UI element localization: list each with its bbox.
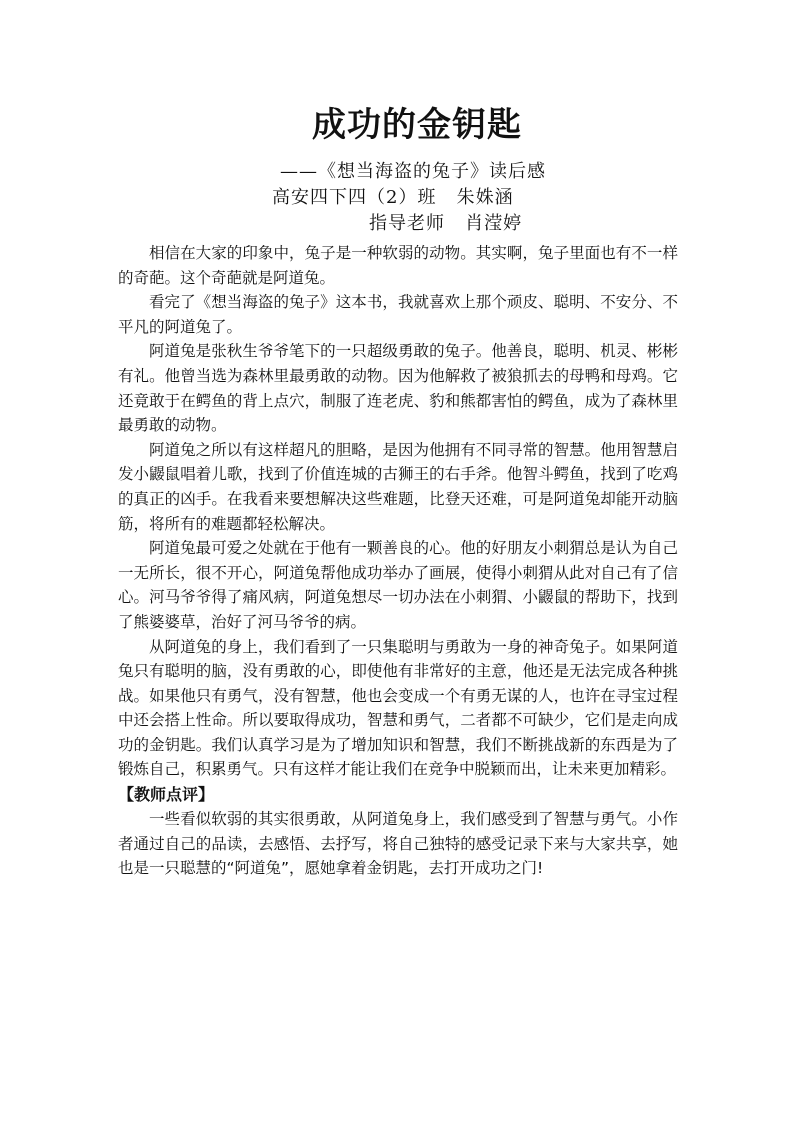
paragraph-5: 阿道兔最可爱之处就在于他有一颗善良的心。他的好朋友小刺猬总是认为自己一无所长，很不开心，阿道兔帮他成功举办了画展，使得小刺猬从此对自己有了信心。河马爷爷得了痛风病，阿道兔想尽一切办法在小刺猬、小鼹鼠的帮助下，找到了熊婆婆草，治好了河马爷爷的病。	[118, 539, 678, 631]
paragraph-4: 阿道兔之所以有这样超凡的胆略，是因为他拥有不同寻常的智慧。他用智慧启发小鼹鼠唱着儿歌，找到了价值连城的古狮王的右手斧。他智斗鳄鱼，找到了吃鸡的真正的凶手。在我看来要想解决这些难题，比登天还难，可是阿道兔却能开动脑筋，将所有的难题都轻松解决。	[118, 440, 678, 533]
essay-subtitle: ——《想当海盗的兔子》读后感	[280, 161, 546, 182]
teacher-comment: 一些看似软弱的其实很勇敢，从阿道兔身上，我们感受到了智慧与勇气。小作者通过自己的品读，去感悟、去抒写，将自己独特的感受记录下来与大家共享，她也是一只聪慧的“阿道兔”，愿她拿着金钥匙，去打开成功之门!	[118, 810, 678, 878]
advisor-line: 指导老师 肖滢婷	[369, 213, 523, 234]
essay-body	[118, 241, 678, 881]
paragraph-6: 从阿道兔的身上，我们看到了一只集聪明与勇敢为一身的神奇兔子。如果阿道兔只有聪明的脑，没有勇敢的心，即使他有非常好的主意，他还是无法完成各种挑战。如果他只有勇气，没有智慧，他也会变成一个有勇无谋的人，也许在寻宝过程中还会搭上性命。所以要取得成功，智慧和勇气，二者都不可缺少，它们是走向成功的金钥匙。我们认真学习是为了增加知识和智慧，我们不断挑战新的东西是为了锻炼自己，积累勇气。只有这样才能让我们在竞争中脱颖而出，让未来更加精彩。	[118, 637, 678, 779]
essay-title: 成功的金钥匙	[312, 105, 522, 145]
paragraph-2: 看完了《想当海盗的兔子》这本书，我就喜欢上那个顽皮、聪明、不安分、不平凡的阿道兔了。	[118, 293, 678, 336]
paragraph-1: 相信在大家的印象中，兔子是一种软弱的动物。其实啊，兔子里面也有不一样的奇葩。这个奇葩就是阿道兔。	[118, 244, 678, 287]
teacher-comment-heading: 【教师点评】	[118, 785, 215, 805]
author-line: 高安四下四（2）班 朱姝涵	[272, 187, 514, 208]
paragraph-3: 阿道兔是张秋生爷爷笔下的一只超级勇敢的兔子。他善良，聪明、机灵、彬彬有礼。他曾当选为森林里最勇敢的动物。因为他解救了被狼抓去的母鸭和母鸡。它还竟敢于在鳄鱼的背上点穴，制服了连老虎、豹和熊都害怕的鳄鱼，成为了森林里最勇敢的动物。	[118, 342, 678, 435]
